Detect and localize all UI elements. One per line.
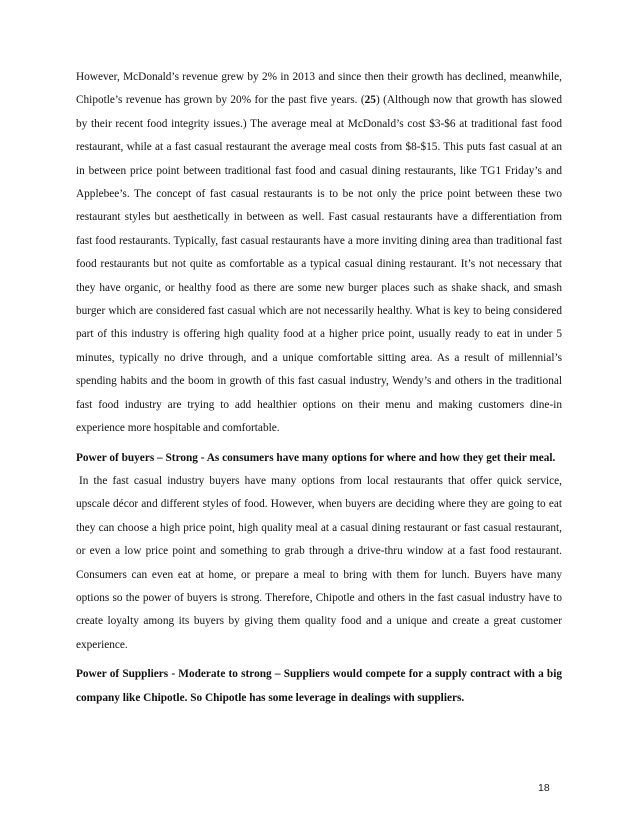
citation-number: 25: [364, 94, 376, 107]
page-body: [76, 66, 562, 710]
paragraph-revenue-and-concept: [76, 66, 562, 441]
paragraph-buyers: [76, 470, 562, 657]
paragraph-1-text-b: ) (Although now that growth has slowed by their recent food integrity issues.) The average meal at McDonald’s cost $3-$6 at traditional fast food restaurant, while at a fast casual restaurant the average meal costs from $8-$15. This puts fast casual at an in between price point between traditional fast food and casual dining restaurants, like TG1 Friday’s and Applebee’s. The concept of fast casual restaurants is to be not only the price point between these two restaurant styles but aesthetically in between as well. Fast casual restaurants have a differentiation from fast food restaurants. Typically, fast casual restaurants have a more inviting dining area than traditional fast food restaurants but not quite as comfortable as a typical casual dining restaurant. It’s not necessary that they have organic, or healthy food as there are some new burger places such as shake shack, and smash burger which are considered fast casual which are not necessarily healthy. What is key to being considered part of this industry is offering high quality food at a higher price point, usually ready to eat in under 5 minutes, typically no drive through, and a unique comfortable sitting area. As a result of millennial’s spending habits and the boom in growth of this fast casual industry, Wendy’s and others in the traditional fast food industry are trying to add healthier options on their menu and making customers dine-in experience more hospitable and comfortable.: [76, 94, 562, 435]
heading-power-of-suppliers: Power of Suppliers - Moderate to strong – Suppliers would compete for a supply contract with a big company like Chipotle. So Chipotle has some leverage in dealings with suppliers.: [76, 668, 562, 704]
paragraph-2-text: In the fast casual industry buyers have many options from local restaurants that offer quick service, upscale décor and different styles of food. However, when buyers are deciding where they are going to eat they can choose a high price point, high quality meal at a casual dining restaurant or fast casual restaurant, or even a low price point and something to grab through a drive-thru window at a fast food restaurant. Consumers can even eat at home, or prepare a meal to bring with them for lunch. Buyers have many options so the power of buyers is strong. Therefore, Chipotle and others in the fast casual industry have to create loyalty among its buyers by giving them quality food and a unique and create a great customer experience.: [76, 474, 562, 651]
heading-power-of-buyers: Power of buyers – Strong - As consumers have many options for where and how they get their meal.: [76, 451, 556, 464]
paragraph-1-text-a: However, McDonald’s revenue grew by 2% in 2013 and since then their growth has declined, meanwhile, Chipotle’s revenue has grown by 20% for the past five years. (: [76, 71, 562, 107]
page-number: 18: [538, 782, 550, 794]
